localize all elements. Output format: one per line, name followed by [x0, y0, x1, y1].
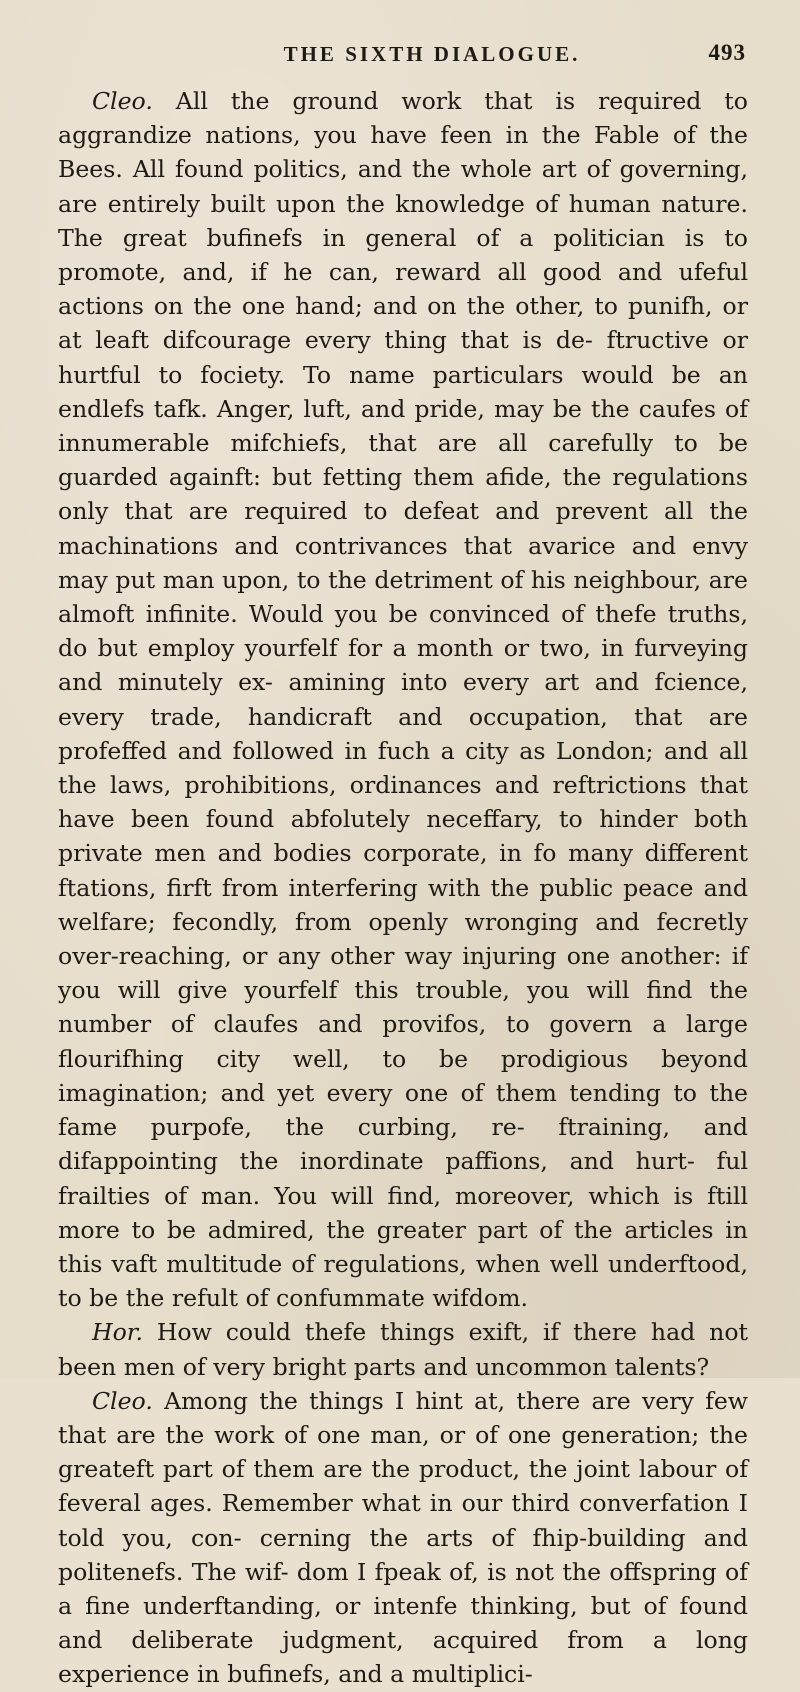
- speaker-name: Hor.: [92, 1318, 143, 1347]
- dialogue-text: [58, 84, 748, 1692]
- paragraph: [58, 84, 748, 1315]
- paragraph: [58, 1384, 748, 1692]
- paragraph-text: How could thefe things exift, if there had not been men of very bright parts and uncommon talents?: [58, 1318, 749, 1381]
- paragraph-text: Among the things I hint at, there are very few that are the work of one man, or of one generation; the greateft part of them are the product, the joint labour of feveral ages. Remember what in our third converfation I told you, con- cerning the arts of fhip-building and politenefs. The wif- dom I fpeak of, is not the offspring of a fine underftanding, or intenfe thinking, but of found and deliberate judgment, acquired from a long experience in bufinefs, and a multiplici-: [58, 1386, 748, 1689]
- speaker-name: Cleo.: [92, 1386, 153, 1415]
- running-head: [58, 30, 766, 70]
- page-number: 493: [708, 40, 746, 65]
- paragraph-text: All the ground work that is required to aggrandize nations, you have feen in the Fable of the Bees. All found politics, and the whole art of governing, are entirely built upon the knowledge of human nature. The great bufinefs in general of a politician is to promote, and, if he can, reward all good and ufeful actions on the one hand; and on the other, to punifh, or at leaft difcourage every thing that is de- ftructive or hurtful to fociety. To name particulars would be an endlefs tafk. Anger, luft, and pride, may be the caufes of innumerable mifchiefs, that are all carefully to be guarded againft: but fetting them afide, the regulations only that are required to defeat and prevent all the machinations and contrivances that avarice and envy may put man upon, to the detriment of his neighbour, are almoft infinite. Would you be convinced of thefe truths, do but employ yourfelf for a month or two, in furveying and minutely ex- amining into every art and fcience, every trade, handicraft and occupation, that are profeffed and followed in fuch a city as London; and all the laws, prohibitions, ordinances and reftrictions that have been found abfolutely neceffary, to hinder both private men and bodies corporate, in fo many different ftations, firft from interfering with the public peace and welfare; fecondly, from openly wronging and fecretly over-reaching, or any other way injuring one another: if you will give yourfelf this trouble, you will find the number of claufes and provifos, to govern a large flourifhing city well, to be prodigious beyond imagination; and yet every one of them tending to the fame purpofe, the curbing, re- ftraining, and difappointing the inordinate paffions, and hurt- ful frailties of man. You will find, moreover, which is ftill more to be admired, the greater part of the articles in this vaft multitude of regulations, when well underftood, to be the refult of confummate wifdom.: [58, 87, 748, 1313]
- speaker-name: Cleo.: [92, 87, 153, 115]
- running-title: THE SIXTH DIALOGUE.: [283, 42, 581, 66]
- paragraph: [58, 1315, 748, 1383]
